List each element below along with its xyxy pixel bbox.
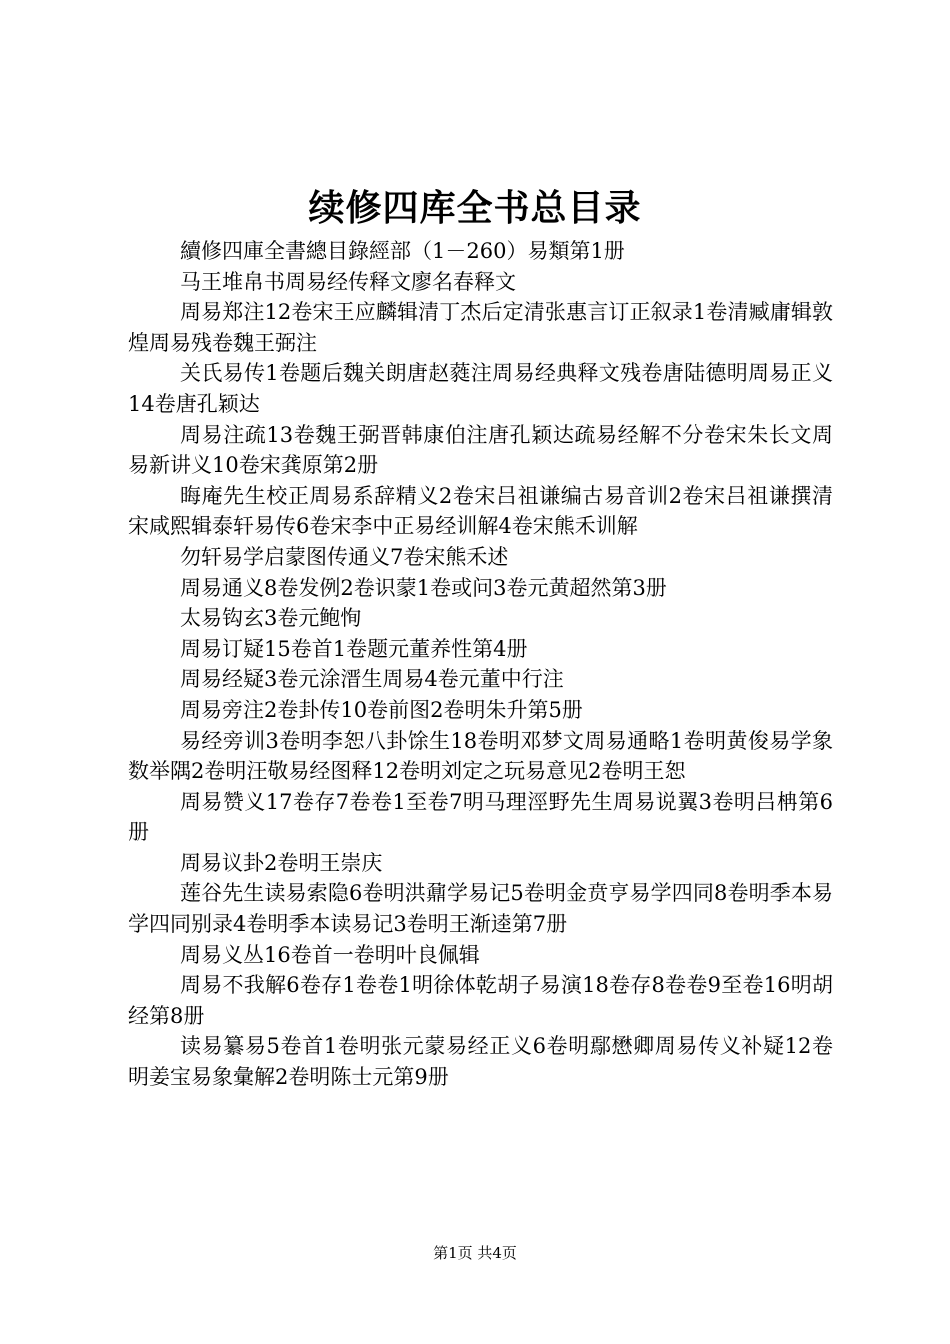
paragraph: 太易钩玄3卷元鲍恂 — [180, 606, 362, 631]
document-title: 续修四库全书总目录 — [308, 187, 642, 229]
paragraph: 晦庵先生校正周易系辞精义2卷宋吕祖谦编古易音训2卷宋吕祖谦撰清宋咸熙辑泰轩易传6卷宋李中正易经训解4卷宋熊禾训解 — [128, 483, 833, 539]
paragraph: 马王堆帛书周易经传释文廖名春释文 — [180, 269, 516, 294]
paragraph: 周易旁注2卷卦传10卷前图2卷明朱升第5册 — [180, 697, 583, 722]
paragraph: 周易通义8卷发例2卷识蒙1卷或问3卷元黄超然第3册 — [180, 575, 667, 600]
paragraph: 易经旁训3卷明李恕八卦馀生18卷明邓梦文周易通略1卷明黄俊易学象数举隅2卷明汪敬易经图释12卷明刘定之玩易意见2卷明王恕 — [128, 728, 833, 784]
paragraph: 周易不我解6卷存1卷卷1明徐体乾胡子易演18卷存8卷卷9至卷16明胡经第8册 — [128, 973, 833, 1028]
paragraph: 續修四庫全書總目錄經部（1－260）易類第1册 — [180, 239, 625, 263]
page-number-footer: 第1页 共4页 — [433, 1244, 517, 1262]
paragraph: 周易赞义17卷存7卷卷1至卷7明马理涇野先生周易说翼3卷明吕柟第6册 — [128, 789, 833, 845]
paragraph: 勿轩易学启蒙图传通义7卷宋熊禾述 — [180, 544, 509, 569]
paragraph: 周易注疏13卷魏王弼晋韩康伯注唐孔颖达疏易经解不分卷宋朱长文周易新讲义10卷宋龚原第2册 — [128, 422, 833, 478]
paragraph: 莲谷先生读易索隐6卷明洪鼐学易记5卷明金贲亨易学四同8卷明季本易学四同别录4卷明季本读易记3卷明王渐逵第7册 — [128, 881, 833, 937]
paragraph: 关氏易传1卷题后魏关朗唐赵蕤注周易经典释文残卷唐陆德明周易正义14卷唐孔颖达 — [128, 361, 833, 416]
paragraph: 读易纂易5卷首1卷明张元蒙易经正义6卷明鄢懋卿周易传义补疑12卷明姜宝易象彙解2卷明陈士元第9册 — [128, 1034, 833, 1090]
document-body — [128, 236, 833, 1093]
paragraph: 周易议卦2卷明王崇庆 — [180, 850, 383, 875]
paragraph: 周易郑注12卷宋王应麟辑清丁杰后定清张惠言订正叙录1卷清臧庸辑敦煌周易残卷魏王弼注 — [128, 300, 833, 355]
paragraph: 周易订疑15卷首1卷题元董养性第4册 — [180, 636, 528, 661]
paragraph: 周易义丛16卷首一卷明叶良佩辑 — [180, 942, 480, 967]
paragraph: 周易经疑3卷元涂溍生周易4卷元董中行注 — [180, 667, 564, 692]
